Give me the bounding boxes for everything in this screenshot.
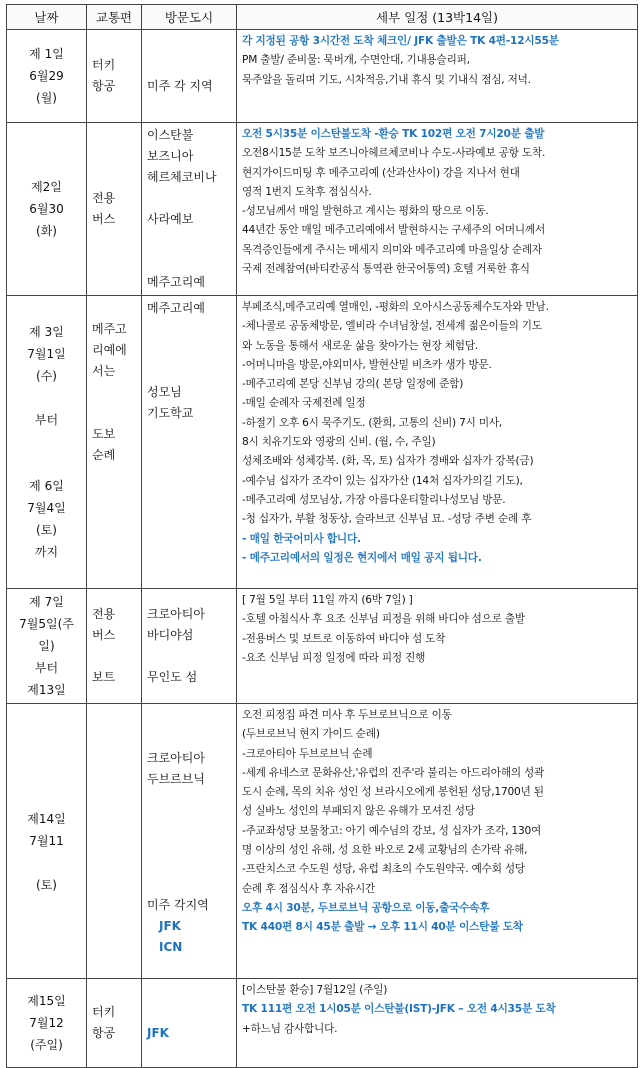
itinerary-row [7,704,638,979]
detail-line: 현지가이드미팅 후 메주고리예 (산과산사이) 강을 지나서 현대 [242,166,520,179]
transport-cell-line: 서는 [92,364,116,378]
header-cities: 방문도시 [142,5,237,30]
city-cell-line [147,1002,231,1023]
city-cell-line: 이스탄불 [147,128,194,142]
transport-cell [87,296,142,589]
detail-line: -호텔 아침식사 후 요조 신부님 피정을 위해 바디야 섬으로 출발 [242,613,525,626]
transport-cell-line [92,646,136,667]
date-cell-line [12,387,81,409]
city-cell-line: 크로아티아 [147,607,205,621]
city-cell-line: ICN [159,940,183,954]
detail-line: 부페조식,메주고리예 열매인, -평화의 오아시스공동체수도자와 만남. [242,301,549,313]
city-cell-line [147,646,231,667]
transport-cell-line: 터키 [92,58,116,72]
date-cell [7,123,87,296]
date-cell-line: 7월5일(주일) [19,617,74,653]
detail-cell [237,979,638,1068]
detail-line: -메주고리예 본당 신부님 강의( 본당 일정에 준함) [242,378,464,391]
city-cell-line [147,727,231,748]
city-cell-line [147,340,231,361]
detail-line: - 메주고리예서의 일정은 현지에서 매일 공지 됩니다. [242,551,482,564]
detail-line: 오후 4시 30분, 두브로브닉 공항으로 이동,출국수속후 [242,901,490,914]
city-cell-line: 메주고리예 [147,301,205,315]
date-cell-line: 7월1일 [27,347,66,361]
transport-cell-line: 터키 [92,1005,116,1019]
itinerary-body [7,30,638,1068]
date-cell-line: (토) [36,878,57,892]
city-cell-line: JFK [147,1026,169,1040]
detail-cell [237,30,638,123]
date-cell-line: 제 6일 [29,479,64,493]
city-cell [142,30,237,123]
transport-cell [87,30,142,123]
detail-line: (두브로브닉 현지 가이드 순례) [242,728,380,741]
city-cell-line: 기도학교 [147,406,194,420]
date-cell-line: (수) [36,369,57,383]
detail-line: [이스탄불 환승] 7월12일 (주일) [242,984,388,996]
transport-cell-line: 메주고 [92,322,127,336]
detail-line: 와 노동을 통해서 새로운 삶을 찾아가는 현장 체험담. [242,339,479,352]
date-cell-line: 부터 [34,413,59,427]
detail-line: 도시 순례, 목의 치유 성인 성 브라시오에게 봉헌된 성당,1700년 된 [242,786,544,799]
city-cell-line: 사라예보 [147,212,194,226]
date-cell-line [12,786,81,808]
detail-line: -크로아티아 두브로브닉 순례 [242,747,373,760]
city-cell-line [147,230,231,251]
detail-line: 오전8시15분 도착 보즈니아헤르체코비나 수도-사라예보 공항 도착. [242,147,546,160]
transport-cell-line [92,382,136,403]
detail-cell [237,296,638,589]
city-cell-line: 미주 각지역 [147,898,209,912]
detail-line: 순례 후 점심식사 후 자유시간 [242,882,376,895]
city-cell-line [147,361,231,382]
itinerary-table [6,4,638,1068]
date-cell [7,30,87,123]
transport-cell-line [92,298,136,319]
detail-line: 44년간 동안 매일 메주고리예에서 발현하시는 구세주의 어머니께서 [242,224,545,237]
itinerary-row [7,296,638,589]
city-cell-line [147,55,231,76]
date-cell-line [12,431,81,453]
date-cell-line: 제13일 [27,683,66,697]
transport-cell-line: 전용 [92,607,116,621]
itinerary-row [7,589,638,704]
date-cell-line: (월) [36,91,57,105]
transport-cell-line [92,403,136,424]
detail-line: 명 이상의 성인 유해, 성 요한 바오로 2세 교황님의 손가락 유해, [242,844,528,857]
city-cell-line [147,188,231,209]
detail-line: -하절기 오후 6시 묵주기도. (환희, 고통의 신비) 7시 미사, [242,416,503,429]
detail-line: 성체조배와 성체강복. (화, 목, 토) 십자가 경배와 십자가 강복(금) [242,455,534,468]
city-cell [142,296,237,589]
city-cell [142,704,237,979]
transport-cell [87,979,142,1068]
date-cell-line: 제14일 [27,812,66,826]
detail-line: -세계 유네스코 문화유산,'유럽의 진주'라 불리는 아드리아해의 성곽 [242,766,545,779]
transport-cell-line: 항공 [92,1026,116,1040]
date-cell-line: 제 1일 [29,47,64,61]
date-cell-line: 7월4일 [27,501,66,515]
city-cell-line: 무인도 섬 [147,670,198,684]
city-cell-line [147,874,231,895]
detail-cell [237,589,638,704]
detail-cell [237,704,638,979]
header-date: 날짜 [7,5,87,30]
city-cell-line: 성모님 [147,385,182,399]
detail-line: 묵주알을 돌리며 기도, 시차적응,기내 휴식 및 기내식 점심, 저녁. [242,73,531,86]
city-cell-line [147,811,231,832]
date-cell [7,296,87,589]
date-cell [7,589,87,704]
city-cell-line: 미주 각 지역 [147,79,213,93]
transport-cell-line: 버스 [92,212,116,226]
date-cell-line [12,453,81,475]
transport-cell-line: 항공 [92,79,116,93]
itinerary-row [7,30,638,123]
city-cell-line: 바디야섬 [147,628,194,642]
date-cell-line: (주일) [30,1038,63,1052]
city-cell-line [147,832,231,853]
date-cell-line: 제2일 [31,180,62,194]
header-details: 세부 일정 (13박14일) [237,5,638,30]
header-row [7,5,638,30]
detail-cell [237,123,638,296]
transport-cell-line: 도보 [92,427,116,441]
date-cell-line: 7월11 [29,834,64,848]
detail-line: TK 111편 오전 1시05분 이스탄불(IST)-JFK – 오전 4시35분 도착 [242,1003,556,1016]
detail-line: 8시 치유기도와 영광의 신비. (월, 수, 주일) [242,436,436,449]
detail-line: -예수님 십자가 조각이 있는 십자가산 (14처 십자가의길 기도), [242,474,523,487]
date-cell-line: (화) [36,224,57,238]
date-cell-line: 제 3일 [29,325,64,339]
detail-line: - 매일 한국어미사 합니다. [242,532,361,545]
detail-line: -매일 순례자 국제전례 일정 [242,397,366,410]
detail-line: -전용버스 및 보트로 이동하여 바디야 섬 도착 [242,632,446,645]
city-cell-line: 메주고리예 [147,275,205,289]
date-cell-line: 제15일 [27,994,66,1008]
date-cell-line [12,852,81,874]
detail-line: -어머니마을 방문,야외미사, 발현산밑 비츠카 생가 방문. [242,358,492,371]
date-cell-line: 7월12 [29,1016,64,1030]
detail-line: -체나콜로 공동체방문, 엘비라 수녀님창설, 전세계 젊은이들의 기도 [242,320,542,333]
city-cell [142,123,237,296]
date-cell-line: 제 7일 [29,595,64,609]
detail-line: 목격증인들에게 주시는 메세지 의미와 메주고리예 마을일상 순례자 [242,243,542,256]
date-cell-line: (토) [36,523,57,537]
detail-line: 오전 피정집 파견 미사 후 두브로브닉으로 이동 [242,709,452,721]
itinerary-row [7,123,638,296]
detail-line: -주교좌성당 보물창고: 아기 예수님의 강보, 성 십자가 조각, 130여 [242,824,542,837]
city-cell-line [147,706,231,727]
detail-line: -청 십자가, 부활 청동상, 슬라브코 신부님 묘. -성당 주변 순례 후 [242,513,532,526]
header-transport: 교통편 [87,5,142,30]
date-cell-line: 부터 [34,661,59,675]
detail-line: -메주고리예 성모님상, 가장 아름다운티할리나성모님 방문. [242,493,506,506]
date-cell [7,979,87,1068]
date-cell-line: 6월30 [29,202,64,216]
city-cell-line [147,790,231,811]
city-cell-line [147,853,231,874]
detail-line: -요조 신부님 피정 일정에 따라 피정 진행 [242,651,426,664]
city-cell-line: 두브르브닉 [147,772,205,786]
city-cell-line [147,251,231,272]
city-cell-line: 크로아티아 [147,751,205,765]
transport-cell-line: 순례 [92,448,116,462]
detail-line: -성모님께서 매일 발현하고 계시는 평화의 땅으로 이동. [242,205,489,218]
detail-line: +하느님 감사합니다. [242,1022,338,1035]
detail-line: [ 7월 5일 부터 11일 까지 (6박 7일) ] [242,594,413,606]
transport-cell [87,589,142,704]
city-cell-line: 헤르체코비나 [147,170,217,184]
date-cell-line: 6월29 [29,69,64,83]
transport-cell-line: 리예에 [92,343,127,357]
detail-line: 각 지정된 공항 3시간전 도착 체크인/ JFK 출발은 TK 4편-12시55분 [242,35,559,47]
detail-line: 국제 전례참여(바티칸공식 통역관 한국어통역) 호텔 거룩한 휴식 [242,263,530,276]
transport-cell [87,123,142,296]
transport-cell-line: 전용 [92,191,116,205]
date-cell-line: 까지 [34,545,59,559]
city-cell-line: 보즈니아 [147,149,194,163]
detail-line: 성 실바노 성인의 부패되지 않은 유해가 모셔진 성당 [242,805,475,818]
date-cell [7,704,87,979]
transport-cell-line: 버스 [92,628,116,642]
detail-line: TK 440편 8시 45분 출발 → 오후 11시 40분 이스탄불 도착 [242,921,523,934]
detail-line: PM 출발/ 준비물: 묵버개, 수면안대, 기내용슬리퍼, [242,54,470,67]
detail-line: -프란치스코 수도원 성당, 유럽 최초의 수도원약국. 예수회 성당 [242,863,525,876]
transport-cell [87,704,142,979]
city-cell [142,589,237,704]
city-cell-line: JFK [159,919,181,933]
transport-cell-line: 보트 [92,670,116,684]
city-cell [142,979,237,1068]
itinerary-row [7,979,638,1068]
detail-line: 영적 1번지 도착후 점심식사. [242,185,372,198]
detail-line: 오전 5시35분 이스탄불도착 -환승 TK 102편 오전 7시20분 출발 [242,128,545,140]
city-cell-line [147,319,231,340]
